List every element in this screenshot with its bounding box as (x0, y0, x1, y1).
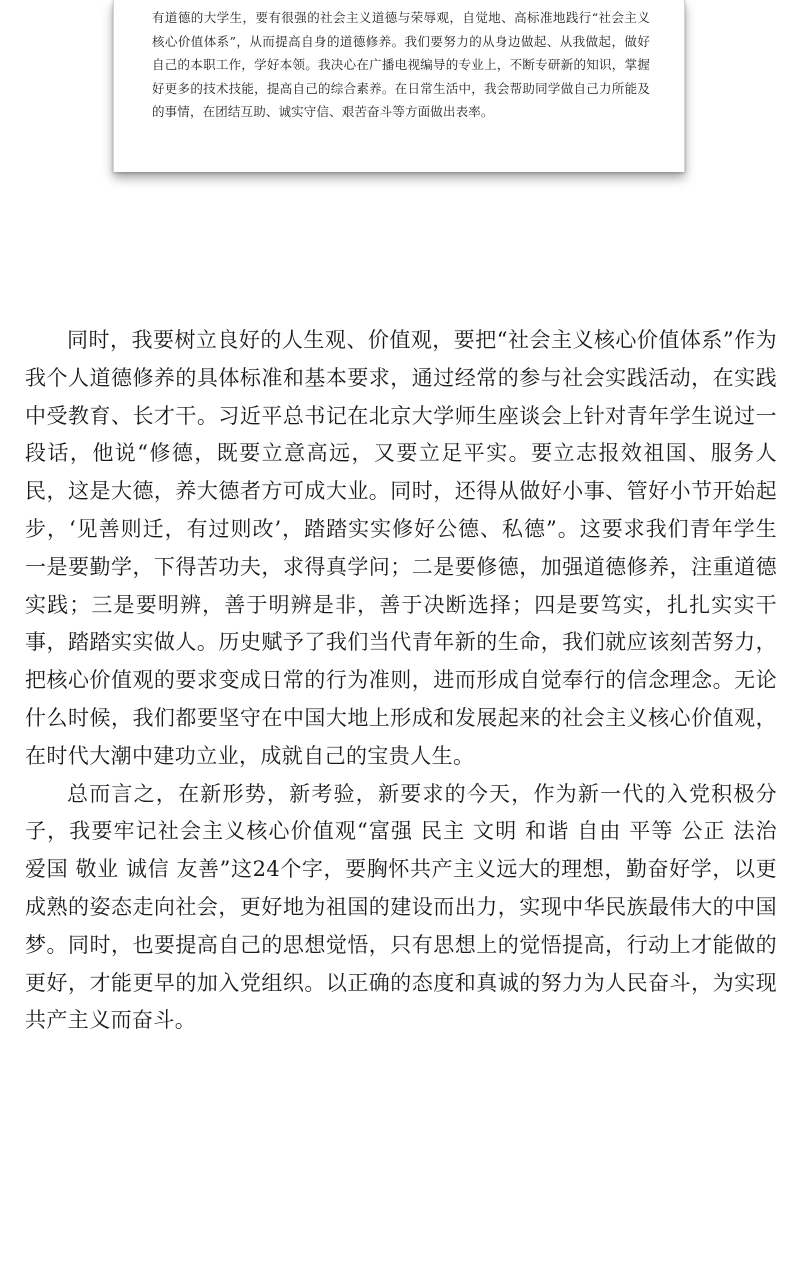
quoted-document-card (113, 0, 685, 172)
paragraph-1: 同时，我要树立良好的人生观、价值观，要把“社会主义核心价值体系”作为我个人道德修养的具体标准和基本要求，通过经常的参与社会实践活动，在实践中受教育、长才干。习近平总书记在北京大学师生座谈会上针对青年学生说过一段话，他说“修德，既要立意高远，又要立足平实。要立志报效祖国、服务人民，这是大德，养大德者方可成大业。同时，还得从做好小事、管好小节开始起步，‘见善则迁，有过则改’，踏踏实实修好公德、私德”。这要求我们青年学生一是要勤学，下得苦功夫，求得真学问；二是要修德，加强道德修养，注重道德实践；三是要明辨，善于明辨是非，善于决断选择；四是要笃实，扎扎实实干事，踏踏实实做人。历史赋予了我们当代青年新的生命，我们就应该刻苦努力，把核心价值观的要求变成日常的行为准则，进而形成自觉奉行的信念理念。无论什么时候，我们都要坚守在中国大地上形成和发展起来的社会主义核心价值观，在时代大潮中建功立业，成就自己的宝贵人生。 (25, 328, 777, 768)
essay-body (25, 322, 777, 1040)
paragraph-2: 总而言之，在新形势，新考验，新要求的今天，作为新一代的入党积极分子，我要牢记社会主义核心价值观“富强 民主 文明 和谐 自由 平等 公正 法治 爱国 敬业 诚信 友善”这24个字，要胸怀共产主义远大的理想，勤奋好学，以更成熟的姿态走向社会，更好地为祖国的建设而出力，实现中华民族最伟大的中国梦。同时，也要提高自己的思想觉悟，只有思想上的觉悟提高，行动上才能做的更好，才能更早的加入党组织。以正确的态度和真诚的努力为人民奋斗，为实现共产主义而奋斗。 (25, 781, 777, 1033)
card-paragraph: 有道德的大学生，要有很强的社会主义道德与荣辱观，自觉地、高标准地践行“社会主义核心价值体系”，从而提高自身的道德修养。我们要努力的从身边做起、从我做起，做好自己的本职工作，学好本领。我决心在广播电视编导的专业上，不断专研新的知识，掌握好更多的技术技能，提高自己的综合素养。在日常生活中，我会帮助同学做自己力所能及的事情，在团结互助、诚实守信、艰苦奋斗等方面做出表率。 (152, 10, 650, 120)
